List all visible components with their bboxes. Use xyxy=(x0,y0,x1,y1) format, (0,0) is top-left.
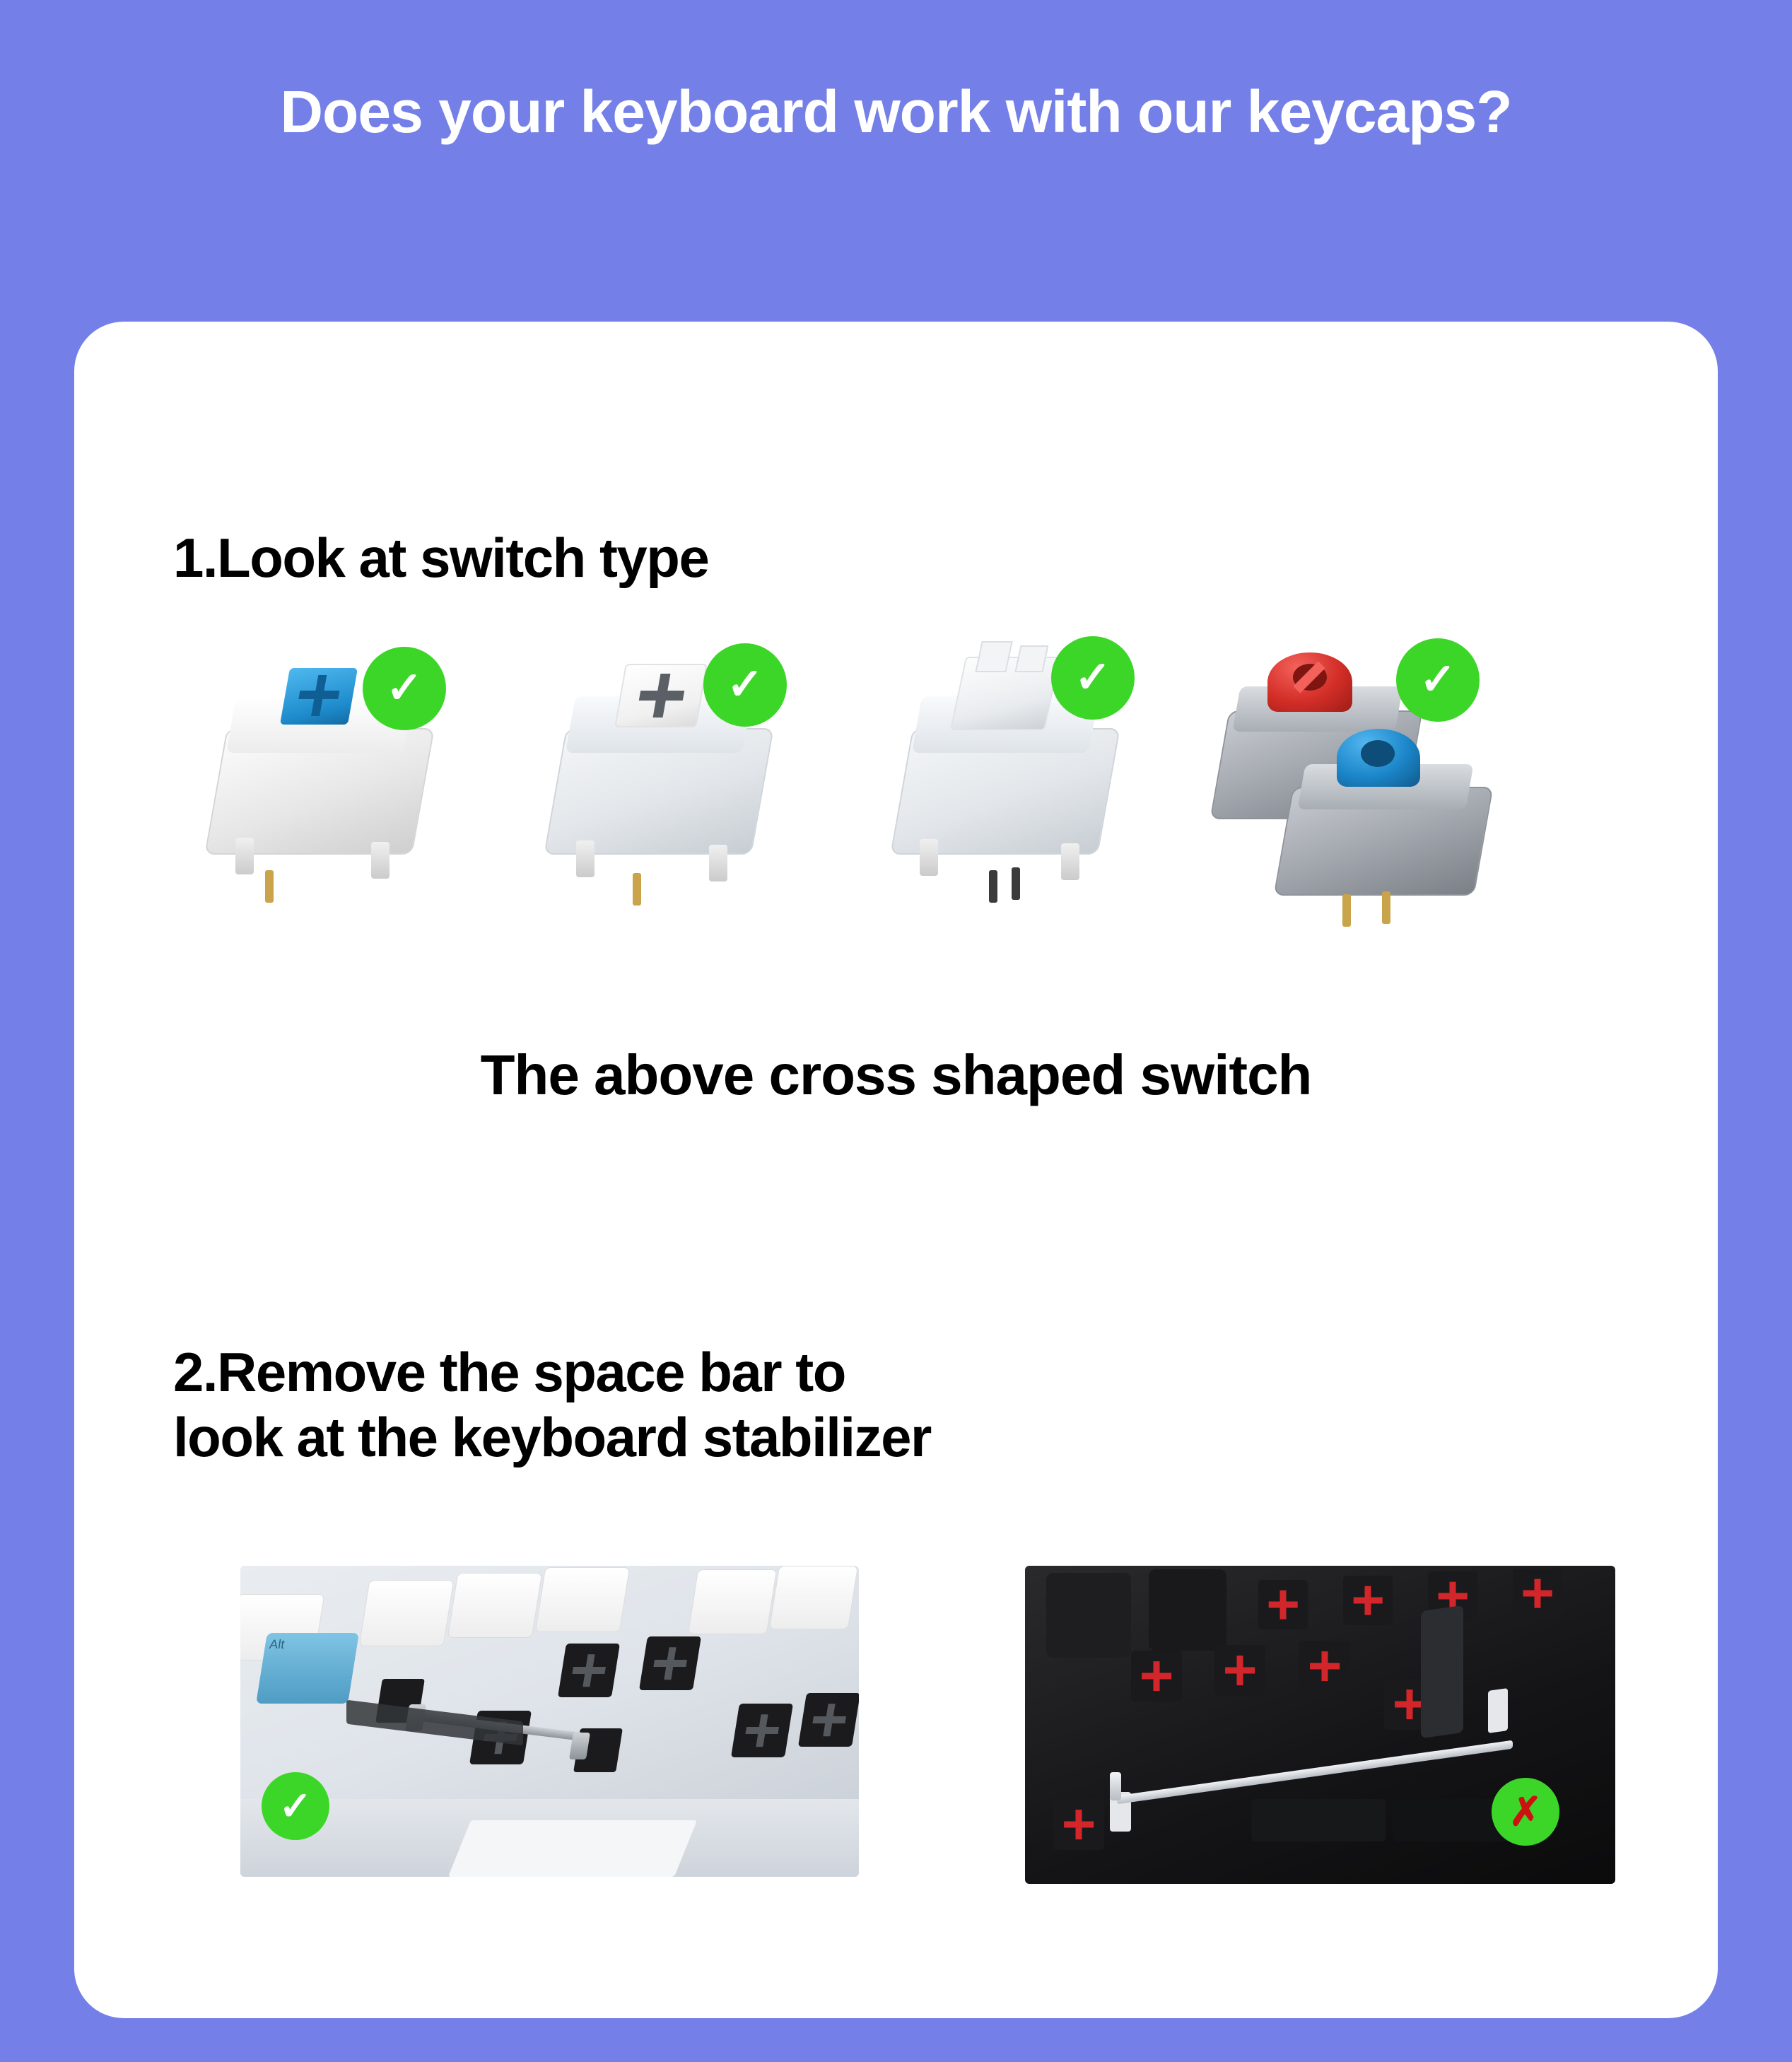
white-keyboard-check-badge: ✓ xyxy=(262,1772,329,1840)
black-keyboard-wire-stabilizer-photo xyxy=(1025,1566,1615,1884)
step2-title-line2: look at the keyboard stabilizer xyxy=(173,1406,931,1469)
switch-3-check-badge: ✓ xyxy=(1051,636,1135,720)
white-keyboard-plate-mount-stabilizer-photo xyxy=(240,1566,859,1877)
step1-title: 1.Look at switch type xyxy=(173,527,709,589)
switch-row xyxy=(166,626,1658,930)
black-keyboard-cross-badge: ✗ xyxy=(1492,1778,1559,1846)
cross-shape-caption: The above cross shaped switch xyxy=(480,1043,1312,1106)
switch-2 xyxy=(527,626,831,930)
switch-1 xyxy=(187,626,491,930)
switch-4-check-badge: ✓ xyxy=(1396,638,1480,722)
step2-title-line1: 2.Remove the space bar to xyxy=(173,1341,845,1403)
stabilizer-photos xyxy=(173,1566,1629,1898)
content-card xyxy=(74,322,1718,2018)
desk-paper xyxy=(448,1820,697,1877)
switch-2-check-badge: ✓ xyxy=(703,643,787,727)
step2-title xyxy=(173,1340,931,1470)
switch-1-check-badge: ✓ xyxy=(363,647,446,730)
page-title: Does your keyboard work with our keycaps? xyxy=(280,78,1512,145)
alt-keycap: Alt xyxy=(256,1633,359,1704)
keyboard-brand-strip xyxy=(346,1700,523,1746)
